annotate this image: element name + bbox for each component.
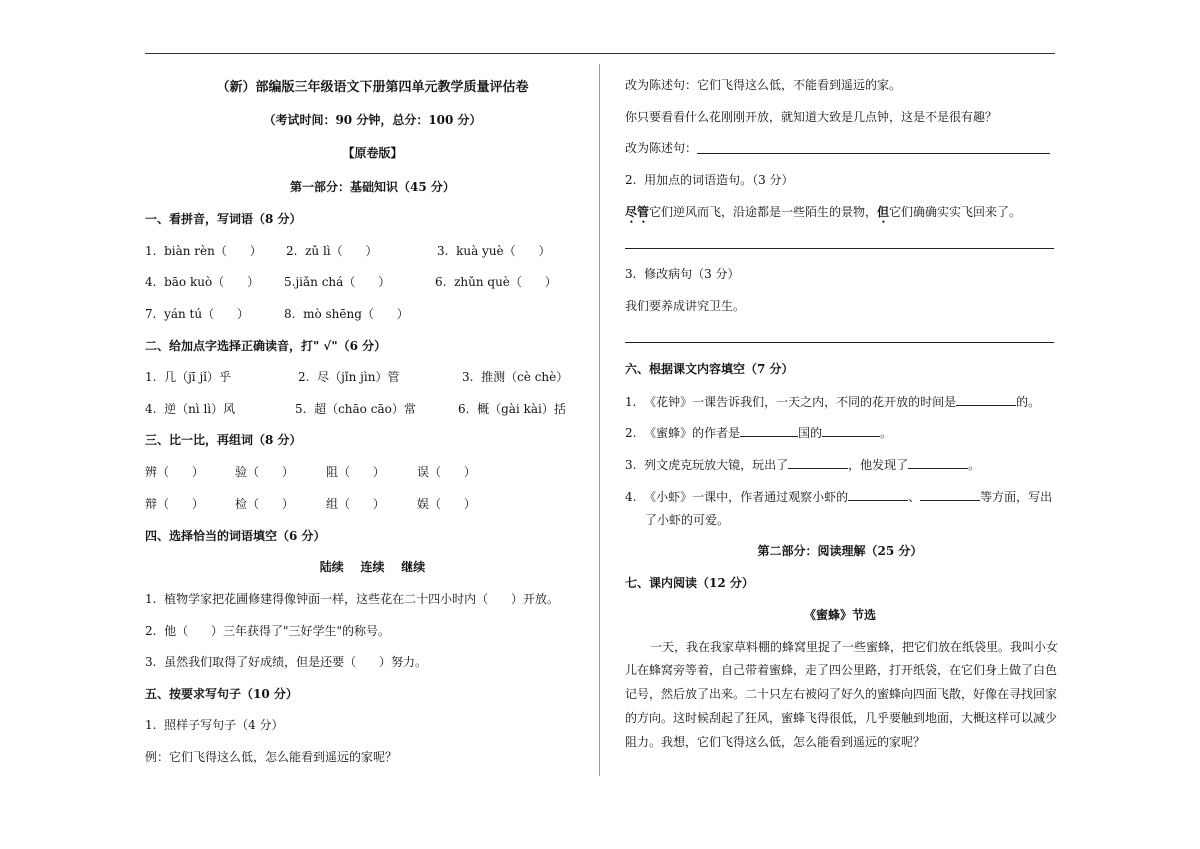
part2-title: 第二部分：阅读理解（25 分） <box>757 544 923 558</box>
example-sentence: 例：它们飞得这么低，怎么能看到遥远的家呢？ <box>145 750 398 764</box>
passage-line: 记号，然后放了出来。二十只左右被闷了好久的蜜蜂向四面飞散，好像在寻找回家 <box>625 687 1058 701</box>
fill-text: 国的 <box>798 426 823 440</box>
fill-text: 3. 列文虎克玩放大镜，玩出了 <box>625 458 789 472</box>
fill-text: 。 <box>880 426 893 440</box>
pinyin-item: 7. yán tú（ ） <box>145 307 249 321</box>
compare-item: 组（ ） <box>326 497 385 511</box>
dotted-word: 尽管 <box>625 205 650 219</box>
fill-blank[interactable] <box>956 393 1016 406</box>
fill-item: 1. 植物学家把花圃修建得像钟面一样，这些花在二十四小时内（ ）开放。 <box>145 592 559 606</box>
pinyin-item: 5.jiǎn chá（ ） <box>284 275 391 289</box>
fill-text: 的。 <box>1016 395 1041 409</box>
top-rule <box>145 53 1055 54</box>
compare-item: 辨（ ） <box>145 465 204 479</box>
word-options: 陆续 连续 继续 <box>319 560 426 574</box>
fill-item <box>625 488 1052 505</box>
q5-sub3: 3. 修改病句（3 分） <box>625 267 740 281</box>
question-sentence: 你只要看看什么花刚刚开放，就知道大致是几点钟，这是不是很有趣？ <box>625 110 998 124</box>
pinyin-item: 2. zǔ lì（ ） <box>286 244 378 258</box>
part1-title: 第一部分：基础知识（45 分） <box>290 180 455 194</box>
fill-item <box>625 456 980 473</box>
q5-sub1: 1. 照样子写句子（4 分） <box>145 718 284 732</box>
pinyin-item: 1. biàn rèn（ ） <box>145 244 262 258</box>
pronunciation-item: 6. 概（gài kài）括 <box>458 402 566 416</box>
fill-text: 等方面，写出 <box>980 490 1053 504</box>
rewrite-label: 改为陈述句： <box>625 141 698 155</box>
fill-text: 、 <box>908 490 921 504</box>
compare-item: 阻（ ） <box>326 465 385 479</box>
q1-title: 一、看拼音，写词语（8 分） <box>145 212 302 226</box>
pronunciation-item: 1. 几（jī jǐ）乎 <box>145 370 232 384</box>
fill-item: 3. 虽然我们取得了好成绩，但是还要（ ）努力。 <box>145 655 427 669</box>
passage-line: 的方向。这时候刮起了狂风，蜜蜂飞得很低，几乎要触到地面，大概这样可以减少 <box>625 711 1058 725</box>
pinyin-item: 4. bāo kuò（ ） <box>145 275 260 289</box>
compare-item: 辩（ ） <box>145 497 204 511</box>
dotted-word: 但 <box>877 205 890 219</box>
fill-item: 2. 他（ ）三年获得了"三好学生"的称号。 <box>145 624 391 638</box>
q4-title: 四、选择恰当的词语填空（6 分） <box>145 529 326 543</box>
exam-subtitle: （考试时间：90 分钟，总分：100 分） <box>263 113 482 127</box>
fill-text: 4. 《小虾》一课中，作者通过观察小虾的 <box>625 490 849 504</box>
fill-blank[interactable] <box>908 456 968 469</box>
sentence-text: 它们确确实实飞回来了。 <box>889 205 1022 219</box>
q5-sub2: 2. 用加点的词语造句。（3 分） <box>625 173 794 187</box>
q5-title: 五、按要求写句子（10 分） <box>145 687 298 701</box>
passage-title: 《蜜蜂》节选 <box>803 608 876 622</box>
exam-title: （新）部编版三年级语文下册第四单元教学质量评估卷 <box>216 80 529 95</box>
fill-blank[interactable] <box>822 424 880 437</box>
version-label: 【原卷版】 <box>342 146 403 160</box>
q2-title: 二、给加点字选择正确读音，打" √"（6 分） <box>145 339 387 353</box>
fill-blank[interactable] <box>788 456 848 469</box>
sentence-text: 它们逆风而飞，沿途都是一些陌生的景物， <box>649 205 878 219</box>
answer-line <box>625 248 1054 249</box>
compare-item: 验（ ） <box>235 465 294 479</box>
fill-blank[interactable] <box>848 488 908 501</box>
pronunciation-item: 4. 逆（nì lì）风 <box>145 402 236 416</box>
q6-title: 六、根据课文内容填空（7 分） <box>625 362 794 376</box>
fill-text: 2. 《蜜蜂》的作者是 <box>625 426 741 440</box>
pronunciation-item: 3. 推测（cè chè） <box>462 370 569 384</box>
fill-item <box>625 393 1040 410</box>
fill-item-continued: 了小虾的可爱。 <box>645 513 730 527</box>
fill-text: ，他发现了 <box>848 458 909 472</box>
declarative-sentence: 改为陈述句：它们飞得这么低，不能看到遥远的家。 <box>625 78 902 92</box>
compare-item: 娱（ ） <box>417 497 476 511</box>
compare-item: 检（ ） <box>235 497 294 511</box>
compare-item: 误（ ） <box>417 465 476 479</box>
fill-item <box>625 424 892 441</box>
passage-line: 儿在蜂窝旁等着，自己带着蜜蜂，走了四公里路，打开纸袋，在它们身上做了白色 <box>625 663 1058 677</box>
fill-text: 。 <box>968 458 981 472</box>
q7-title: 七、课内阅读（12 分） <box>625 576 754 590</box>
passage-line: 阻力。我想，它们飞得这么低，怎么能看到遥远的家呢？ <box>625 735 926 749</box>
fill-blank[interactable] <box>920 488 980 501</box>
faulty-sentence: 我们要养成讲究卫生。 <box>625 299 746 313</box>
answer-line <box>625 342 1054 343</box>
passage-line: 一天，我在我家草料棚的蜂窝里捉了一些蜜蜂，把它们放在纸袋里。我叫小女 <box>650 640 1059 654</box>
column-divider <box>599 64 600 776</box>
q3-title: 三、比一比，再组词（8 分） <box>145 433 302 447</box>
pronunciation-item: 5. 超（chāo cāo）常 <box>295 402 416 416</box>
pinyin-item: 8. mò shēng（ ） <box>284 307 409 321</box>
fill-blank[interactable] <box>740 424 798 437</box>
answer-line <box>697 153 1050 154</box>
sentence-to-rewrite <box>625 204 1021 226</box>
pinyin-item: 6. zhǔn què（ ） <box>435 275 557 289</box>
pinyin-item: 3. kuà yuè（ ） <box>437 244 551 258</box>
fill-text: 1. 《花钟》一课告诉我们，一天之内，不同的花开放的时间是 <box>625 395 957 409</box>
pronunciation-item: 2. 尽（jǐn jìn）管 <box>298 370 400 384</box>
